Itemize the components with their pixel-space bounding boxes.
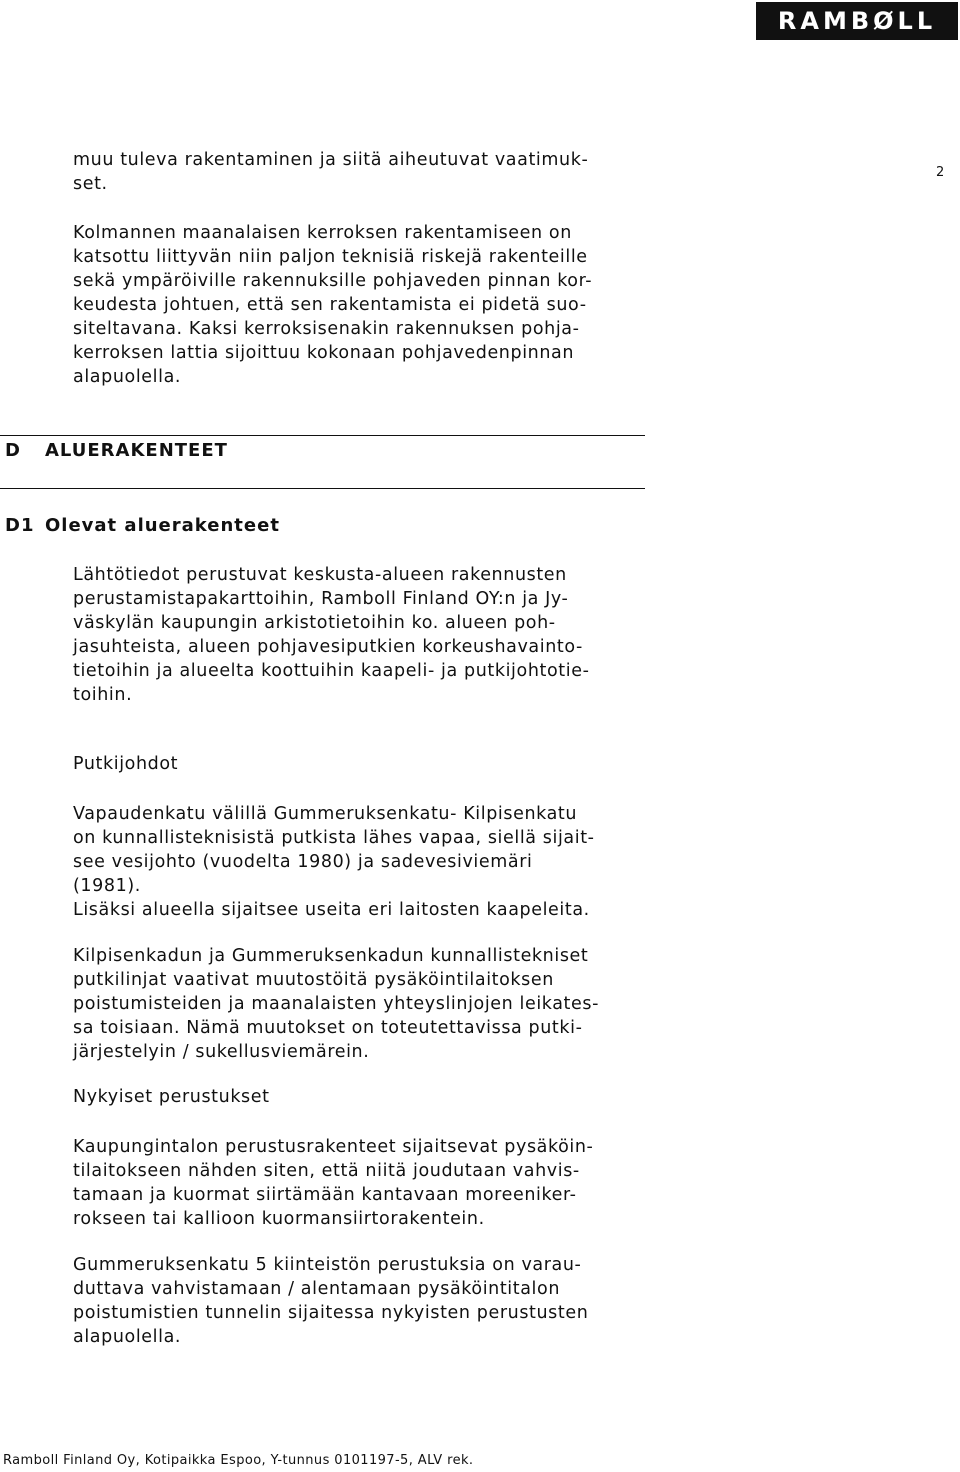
text-line: (1981).	[73, 876, 141, 896]
footer-company-info: Ramboll Finland Oy, Kotipaikka Espoo, Y-tunnus 0101197-5, ALV rek.	[3, 1453, 474, 1468]
text-line: on kunnallisteknisistä putkista lähes vapaa, siellä sijait-	[73, 828, 595, 848]
text-line: rokseen tai kallioon kuormansiirtorakentein.	[73, 1209, 485, 1229]
paragraph-gummeruksenkatu	[73, 1253, 673, 1349]
text-line: Kaupungintalon perustusrakenteet sijaitsevat pysäköin-	[73, 1137, 594, 1157]
text-line: keudesta johtuen, että sen rakentamista ei pidetä suo-	[73, 295, 587, 315]
text-line: duttava vahvistamaan / alentamaan pysäköintitalon	[73, 1279, 561, 1299]
text-line: väskylän kaupungin arkistotietoihin ko. alueen poh-	[73, 613, 556, 633]
text-line: Vapaudenkatu välillä Gummeruksenkatu- Kilpisenkatu	[73, 804, 578, 824]
text-line: putkilinjat vaativat muutostöitä pysäköintilaitoksen	[73, 970, 554, 990]
text-line: poistumistien tunnelin sijaitessa nykyisten perustusten	[73, 1303, 589, 1323]
text-line: Kilpisenkadun ja Gummeruksenkadun kunnallistekniset	[73, 946, 589, 966]
text-line: sa toisiaan. Nämä muutokset on toteutettavissa putki-	[73, 1018, 583, 1038]
paragraph-kilpisenkatu	[73, 944, 673, 1064]
section-heading	[5, 440, 228, 461]
text-line: tamaan ja kuormat siirtämään kantavaan moreeniker-	[73, 1185, 577, 1205]
text-line: Lisäksi alueella sijaitsee useita eri laitosten kaapeleita.	[73, 900, 590, 920]
text-line: alapuolella.	[73, 1327, 182, 1347]
text-line: muu tuleva rakentaminen ja siitä aiheutuvat vaatimuk-	[73, 150, 589, 170]
text-line: Gummeruksenkatu 5 kiinteistön perustuksia on varau-	[73, 1255, 582, 1275]
text-line: Kolmannen maanalaisen kerroksen rakentamiseen on	[73, 223, 572, 243]
page-number: 2	[936, 165, 945, 180]
section-rule-top	[0, 435, 645, 436]
text-line: toihin.	[73, 685, 133, 705]
text-line: siteltavana. Kaksi kerroksisenakin rakennuksen pohja-	[73, 319, 580, 339]
text-line: katsottu liittyvän niin paljon teknisiä riskejä rakenteille	[73, 247, 588, 267]
subsection-title: Olevat aluerakenteet	[45, 515, 280, 536]
paragraph-source-data	[73, 563, 673, 707]
text-line: alapuolella.	[73, 367, 182, 387]
text-line: tietoihin ja alueelta koottuihin kaapeli- ja putkijohtotie-	[73, 661, 590, 681]
paragraph-third-basement	[73, 221, 673, 389]
text-line: järjestelyin / sukellusviemärein.	[73, 1042, 370, 1062]
section-title: ALUERAKENTEET	[45, 440, 228, 461]
subsection-heading	[5, 515, 280, 536]
text-line: jasuhteista, alueen pohjavesiputkien korkeushavainto-	[73, 637, 583, 657]
text-line: perustamistapakarttoihin, Ramboll Finland OY:n ja Jy-	[73, 589, 569, 609]
text-line: tilaitokseen nähden siten, että niitä joudutaan vahvis-	[73, 1161, 580, 1181]
subhead-putkijohdot: Putkijohdot	[73, 754, 179, 774]
text-line: set.	[73, 174, 108, 194]
subhead-perustukset: Nykyiset perustukset	[73, 1087, 270, 1107]
section-rule-bottom	[0, 488, 645, 489]
subsection-code: D1	[5, 515, 35, 536]
paragraph-vapaudenkatu	[73, 802, 673, 922]
paragraph-kaupungintalo	[73, 1135, 673, 1231]
text-line: Lähtötiedot perustuvat keskusta-alueen rakennusten	[73, 565, 567, 585]
section-code: D	[5, 440, 21, 461]
text-line: sekä ympäröiville rakennuksille pohjaveden pinnan kor-	[73, 271, 593, 291]
company-logo: RAMBØLL	[756, 2, 958, 40]
paragraph-intro	[73, 148, 673, 196]
text-line: kerroksen lattia sijoittuu kokonaan pohjavedenpinnan	[73, 343, 575, 363]
text-line: poistumisteiden ja maanalaisten yhteyslinjojen leikates-	[73, 994, 600, 1014]
text-line: see vesijohto (vuodelta 1980) ja sadevesiviemäri	[73, 852, 533, 872]
